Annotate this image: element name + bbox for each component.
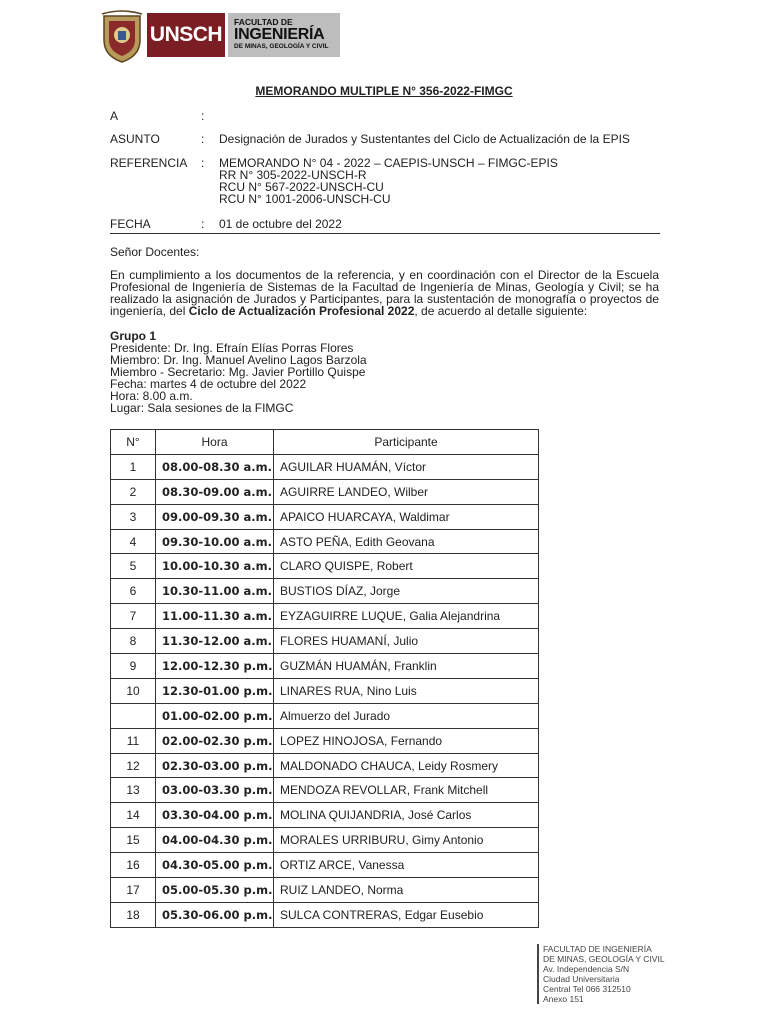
row-number: 8 — [111, 629, 156, 654]
row-participante: ASTO PEÑA, Edith Geovana — [274, 529, 539, 554]
row-number: 4 — [111, 529, 156, 554]
table-row — [111, 479, 539, 504]
unsch-logo — [147, 13, 225, 57]
footer-line: Central Tel 066 312510 — [543, 984, 631, 994]
row-hora: 12.30-01.00 p.m. — [156, 678, 274, 703]
faculty-line3: DE MINAS, GEOLOGÍA Y CIVIL — [234, 43, 329, 50]
header-number: N° — [111, 430, 156, 455]
field-asunto-value: Designación de Jurados y Sustentantes del Ciclo de Actualización de la EPIS — [219, 132, 630, 146]
field-fecha-colon: : — [201, 217, 205, 231]
row-hora: 03.30-04.00 p.m. — [156, 803, 274, 828]
row-participante: GUZMÁN HUAMÁN, Franklin — [274, 654, 539, 679]
field-fecha-label: FECHA — [110, 217, 151, 231]
field-a-label: A — [110, 109, 119, 123]
row-number: 3 — [111, 504, 156, 529]
table-row — [111, 803, 539, 828]
row-participante: MALDONADO CHAUCA, Leidy Rosmery — [274, 753, 539, 778]
row-participante: AGUILAR HUAMÁN, Víctor — [274, 454, 539, 479]
row-number: 17 — [111, 878, 156, 903]
footer-line: Av. Independencia S/N — [543, 964, 630, 974]
group-miembro: Miembro: Dr. Ing. Manuel Avelino Lagos Barzola — [110, 353, 367, 367]
table-header-row — [111, 430, 539, 455]
row-participante: LINARES RUA, Nino Luis — [274, 678, 539, 703]
row-number: 1 — [111, 454, 156, 479]
table-row — [111, 504, 539, 529]
footer-line: FACULTAD DE INGENIERÍA — [543, 944, 652, 954]
row-hora: 10.00-10.30 a.m. — [156, 554, 274, 579]
footer-line: DE MINAS, GEOLOGÍA Y CIVIL — [543, 954, 665, 964]
row-participante: BUSTIOS DÍAZ, Jorge — [274, 579, 539, 604]
table-row — [111, 902, 539, 927]
university-crest-icon — [100, 10, 144, 64]
table-row — [111, 878, 539, 903]
table-row — [111, 778, 539, 803]
referencia-line: RCU N° 1001-2006-UNSCH-CU — [219, 192, 391, 206]
group-secretario: Miembro - Secretario: Mg. Javier Portillo Quispe — [110, 365, 366, 379]
row-hora: 02.00-02.30 p.m. — [156, 728, 274, 753]
row-number: 7 — [111, 604, 156, 629]
field-referencia-values — [219, 157, 558, 205]
row-hora: 11.00-11.30 a.m. — [156, 604, 274, 629]
row-number: 6 — [111, 579, 156, 604]
table-row — [111, 654, 539, 679]
row-hora: 10.30-11.00 a.m. — [156, 579, 274, 604]
row-participante: ORTIZ ARCE, Vanessa — [274, 853, 539, 878]
row-hora: 11.30-12.00 a.m. — [156, 629, 274, 654]
group-lugar: Lugar: Sala sesiones de la FIMGC — [110, 401, 294, 415]
field-referencia-colon: : — [201, 156, 205, 170]
row-participante: Almuerzo del Jurado — [274, 703, 539, 728]
group-hora: Hora: 8.00 a.m. — [110, 389, 193, 403]
group-fecha: Fecha: martes 4 de octubre del 2022 — [110, 377, 307, 391]
row-participante: CLARO QUISPE, Robert — [274, 554, 539, 579]
schedule-table — [110, 429, 539, 928]
paragraph-text: , de acuerdo al detalle siguiente: — [414, 304, 588, 318]
body-paragraph — [110, 269, 659, 317]
row-number: 18 — [111, 902, 156, 927]
group-presidente: Presidente: Dr. Ing. Efraín Elías Porras Flores — [110, 341, 354, 355]
table-row — [111, 828, 539, 853]
row-hora: 09.00-09.30 a.m. — [156, 504, 274, 529]
row-participante: MENDOZA REVOLLAR, Frank Mitchell — [274, 778, 539, 803]
paragraph-line: En cumplimiento a los documentos de la referencia, y en coordinación con el Director de la Escuela — [110, 268, 659, 282]
table-row — [111, 728, 539, 753]
table-row — [111, 629, 539, 654]
row-participante: FLORES HUAMANÍ, Julio — [274, 629, 539, 654]
paragraph-line-last — [110, 305, 659, 317]
table-row — [111, 703, 539, 728]
table-body — [111, 454, 539, 927]
row-hora: 12.00-12.30 p.m. — [156, 654, 274, 679]
row-hora: 08.30-09.00 a.m. — [156, 479, 274, 504]
header-divider — [110, 233, 660, 234]
unsch-logo-text: UNSCH — [149, 23, 223, 46]
referencia-line: RR N° 305-2022-UNSCH-R — [219, 168, 367, 182]
header-participante: Participante — [274, 430, 539, 455]
field-asunto-colon: : — [201, 132, 205, 146]
faculty-line2: INGENIERÍA — [234, 26, 325, 43]
group-info — [110, 330, 659, 414]
row-participante: AGUIRRE LANDEO, Wilber — [274, 479, 539, 504]
referencia-line: RCU N° 567-2022-UNSCH-CU — [219, 180, 384, 194]
row-participante: MOLINA QUIJANDRIA, José Carlos — [274, 803, 539, 828]
table-row — [111, 753, 539, 778]
group-title: Grupo 1 — [110, 329, 157, 343]
row-hora: 05.00-05.30 p.m. — [156, 878, 274, 903]
row-number: 13 — [111, 778, 156, 803]
referencia-line: MEMORANDO N° 04 - 2022 – CAEPIS-UNSCH – FIMGC-EPIS — [219, 156, 558, 170]
field-fecha-value: 01 de octubre del 2022 — [219, 217, 342, 231]
memo-title — [0, 84, 768, 98]
faculty-logo — [228, 13, 340, 57]
row-hora: 09.30-10.00 a.m. — [156, 529, 274, 554]
table-row — [111, 853, 539, 878]
footer-line: Ciudad Universitaria — [543, 974, 620, 984]
header-hora: Hora — [156, 430, 274, 455]
salutation: Señor Docentes: — [110, 245, 200, 259]
table-row — [111, 579, 539, 604]
row-number: 9 — [111, 654, 156, 679]
table-row — [111, 554, 539, 579]
row-hora: 04.30-05.00 p.m. — [156, 853, 274, 878]
field-referencia-label: REFERENCIA — [110, 156, 188, 170]
row-number: 15 — [111, 828, 156, 853]
footer-line: Anexo 151 — [543, 994, 584, 1004]
row-number: 11 — [111, 728, 156, 753]
row-hora: 02.30-03.00 p.m. — [156, 753, 274, 778]
row-hora: 03.00-03.30 p.m. — [156, 778, 274, 803]
faculty-line1: FACULTAD DE — [234, 17, 293, 27]
field-asunto-label: ASUNTO — [110, 132, 160, 146]
memo-title-text: MEMORANDO MULTIPLE N° 356-2022-FIMGC — [255, 84, 513, 98]
row-hora: 04.00-04.30 p.m. — [156, 828, 274, 853]
row-hora: 05.30-06.00 p.m. — [156, 902, 274, 927]
row-number: 14 — [111, 803, 156, 828]
row-participante: SULCA CONTRERAS, Edgar Eusebio — [274, 902, 539, 927]
row-number: 10 — [111, 678, 156, 703]
row-participante: EYZAGUIRRE LUQUE, Galia Alejandrina — [274, 604, 539, 629]
table-row — [111, 604, 539, 629]
paragraph-line: Profesional de Ingeniería de Sistemas de la Facultad de Ingeniería de Minas, Geología y Civil; se ha — [110, 280, 659, 294]
field-a-colon: : — [201, 109, 205, 123]
paragraph-text: ingeniería, del — [110, 304, 189, 318]
table-row — [111, 529, 539, 554]
paragraph-emphasis: Ciclo de Actualización Profesional 2022 — [188, 304, 415, 318]
row-number: 12 — [111, 753, 156, 778]
table-row — [111, 678, 539, 703]
paragraph-line: realizado la asignación de Jurados y Participantes, para la sustentación de monografía o proyectos de — [110, 292, 659, 306]
row-number: 2 — [111, 479, 156, 504]
row-hora: 08.00-08.30 a.m. — [156, 454, 274, 479]
row-number: 5 — [111, 554, 156, 579]
row-participante: LOPEZ HINOJOSA, Fernando — [274, 728, 539, 753]
row-number: 16 — [111, 853, 156, 878]
row-participante: APAICO HUARCAYA, Waldimar — [274, 504, 539, 529]
table-row — [111, 454, 539, 479]
row-number — [111, 703, 156, 728]
footer-address — [537, 944, 665, 1004]
row-hora: 01.00-02.00 p.m. — [156, 703, 274, 728]
row-participante: RUIZ LANDEO, Norma — [274, 878, 539, 903]
row-participante: MORALES URRIBURU, Gimy Antonio — [274, 828, 539, 853]
